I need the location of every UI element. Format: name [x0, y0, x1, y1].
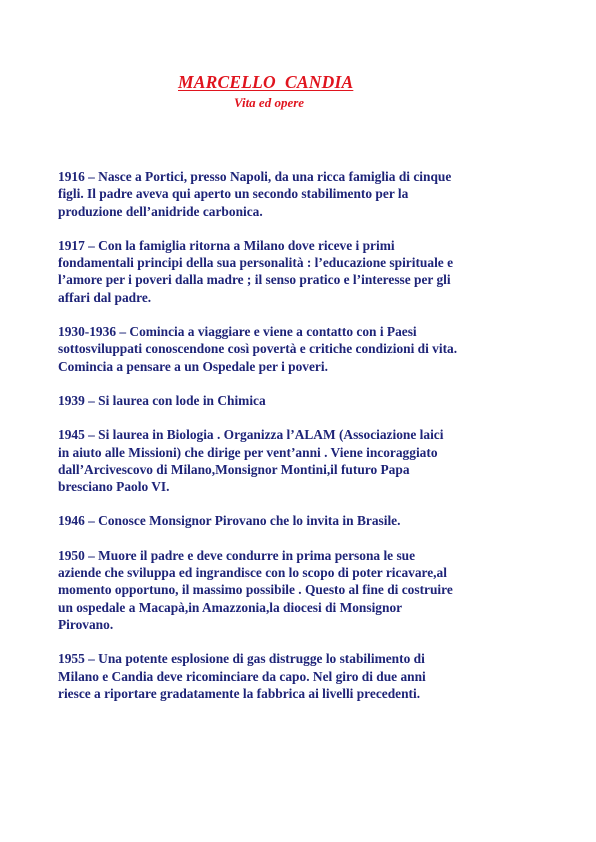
timeline-entry-1955: 1955 – Una potente esplosione di gas distrugge lo stabilimento di Milano e Candia deve ricominciare da capo. Nel giro di due anni riesce a riportare gradatamente la fabbrica ai livelli precedenti.	[58, 651, 426, 701]
timeline-entry-1917: 1917 – Con la famiglia ritorna a Milano dove riceve i primi fondamentali principi della sua personalità : l’educazione spirituale e l’amore per i poveri dalla madre ; il senso pratico e l’interesse per gli affari dal padre.	[58, 237, 454, 305]
timeline-entry-1950: 1950 – Muore il padre e deve condurre in prima persona le sue aziende che sviluppa ed ingrandisce con lo scopo di poter ricavare,al momento opportuno, il massimo possibile . Questo al fine di costruire un ospedale a Macapà,in Amazzonia,la diocesi di Monsignor Pirovano.	[58, 547, 453, 632]
timeline-list	[58, 168, 546, 719]
timeline-entry-1945: 1945 – Si laurea in Biologia . Organizza l’ALAM (Associazione laici in aiuto alle Missioni) che dirige per vent’anni . Viene incoraggiato dall’Arcivescovo di Milano,Monsignor Montini,il futuro Papa bresciano Paolo VI.	[58, 427, 444, 495]
timeline-entry-1946: 1946 – Conosce Monsignor Pirovano che lo invita in Brasile.	[58, 513, 401, 529]
timeline-entry-1916: 1916 – Nasce a Portici, presso Napoli, da una ricca famiglia di cinque figli. Il padre aveva qui aperto un secondo stabilimento per la produzione dell’anidride carbonica.	[58, 169, 452, 219]
document-subtitle: Vita ed opere	[234, 95, 305, 110]
timeline-entry-1939: 1939 – Si laurea con lode in Chimica	[58, 392, 266, 408]
document-title: MARCELLO CANDIA	[178, 72, 354, 92]
timeline-entry-1930-1936: 1930-1936 – Comincia a viaggiare e viene a contatto con i Paesi sottosviluppati conoscendone così povertà e critiche condizioni di vita. Comincia a pensare a un Ospedale per i poveri.	[58, 324, 458, 374]
